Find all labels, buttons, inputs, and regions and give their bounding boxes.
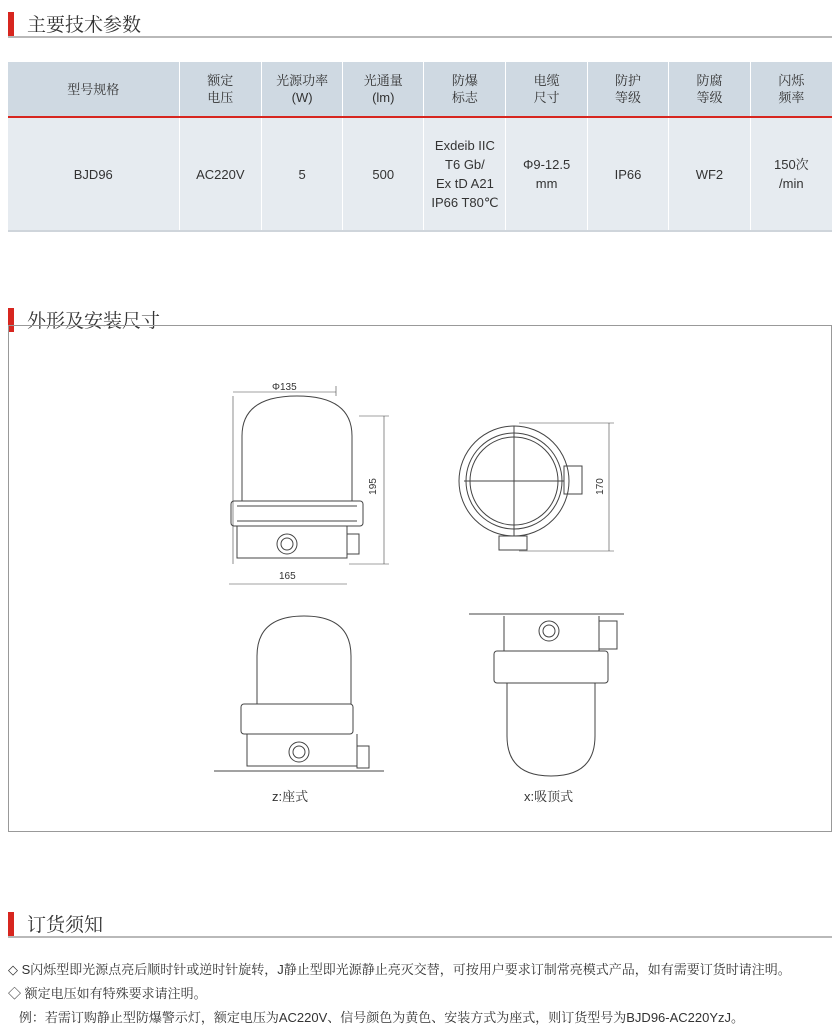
section-header-dims: 外形及安装尺寸: [8, 306, 832, 332]
cell-line: 150次: [773, 157, 809, 172]
table-cell: [424, 117, 506, 231]
header-line: (W): [291, 90, 313, 105]
header-line: 防爆: [451, 73, 478, 88]
table-cell: [506, 117, 587, 231]
column-header: [506, 62, 587, 117]
accent-bar: [8, 12, 14, 36]
accent-bar: [8, 912, 14, 936]
header-line: 频率: [778, 90, 805, 105]
header-line: 防护: [615, 73, 642, 88]
note: ◇ S闪烁型即光源点亮后顺时针或逆时针旋转，J静止型即光源静止亮灭交替，可按用户要求订制常亮模式产品，如有需要订货时请注明。: [8, 962, 791, 977]
header-line: 等级: [696, 90, 723, 105]
cell-line: /min: [779, 176, 804, 191]
table-cell: [8, 117, 179, 231]
dim-diameter: Φ135: [272, 382, 297, 393]
cell-line: IP66 T80℃: [431, 195, 499, 210]
column-header: [750, 62, 832, 117]
header-line: (lm): [372, 90, 395, 105]
dim-height: 195: [367, 478, 379, 495]
cell-line: BJD96: [73, 166, 113, 182]
order-notes: [8, 958, 791, 1030]
column-header: [669, 62, 750, 117]
dimension-drawing: [8, 325, 832, 832]
table-cell: [587, 117, 668, 231]
column-header: [343, 62, 424, 117]
header-line: 尺寸: [533, 90, 560, 105]
column-header: [424, 62, 506, 117]
column-header: [8, 62, 179, 117]
cell-line: Φ9-12.5: [523, 157, 571, 172]
column-header: [262, 62, 343, 117]
spec-table: [8, 62, 832, 232]
header-line: 闪烁: [778, 73, 805, 88]
cell-line: AC220V: [196, 166, 245, 182]
cell-line: 500: [372, 166, 395, 182]
cell-line: Exdeib IIC: [434, 138, 495, 153]
lamp-drawings: [9, 326, 831, 831]
cell-line: 5: [298, 166, 306, 182]
note: 例：若需订购静止型防爆警示灯，额定电压为AC220V、信号颜色为黄色、安装方式为座式，则订货型号为BJD96-AC220YzJ。: [8, 1010, 745, 1025]
table-cell: [262, 117, 343, 231]
cell-line: mm: [535, 176, 558, 191]
cell-line: Ex tD A21: [436, 176, 494, 191]
note: ◇ 额定电压如有特殊要求请注明。: [8, 986, 207, 1001]
section-header-specs: 主要技术参数: [8, 10, 832, 38]
caption-seat: z:座式: [272, 789, 309, 804]
cell-line: IP66: [614, 166, 642, 182]
header-line: 光通量: [363, 73, 403, 88]
cell-line: WF2: [695, 166, 724, 182]
dim-side: 170: [594, 478, 606, 495]
column-header: [179, 62, 261, 117]
table-cell: [669, 117, 750, 231]
header-line: 光源功率: [276, 73, 329, 88]
header-line: 标志: [451, 90, 478, 105]
header-line: 型号规格: [67, 81, 120, 97]
header-line: 等级: [615, 90, 642, 105]
header-line: 额定: [207, 73, 234, 88]
header-line: 电缆: [533, 73, 560, 88]
header-line: 电压: [207, 90, 234, 105]
dim-base: 165: [279, 571, 296, 582]
cell-line: T6 Gb/: [445, 157, 485, 172]
table-cell: [343, 117, 424, 231]
column-header: [587, 62, 668, 117]
table-cell: [750, 117, 832, 231]
table-cell: [179, 117, 261, 231]
caption-ceiling: x:吸顶式: [524, 789, 574, 804]
header-line: 防腐: [696, 73, 723, 88]
section-header-order: 订货须知: [8, 910, 832, 938]
